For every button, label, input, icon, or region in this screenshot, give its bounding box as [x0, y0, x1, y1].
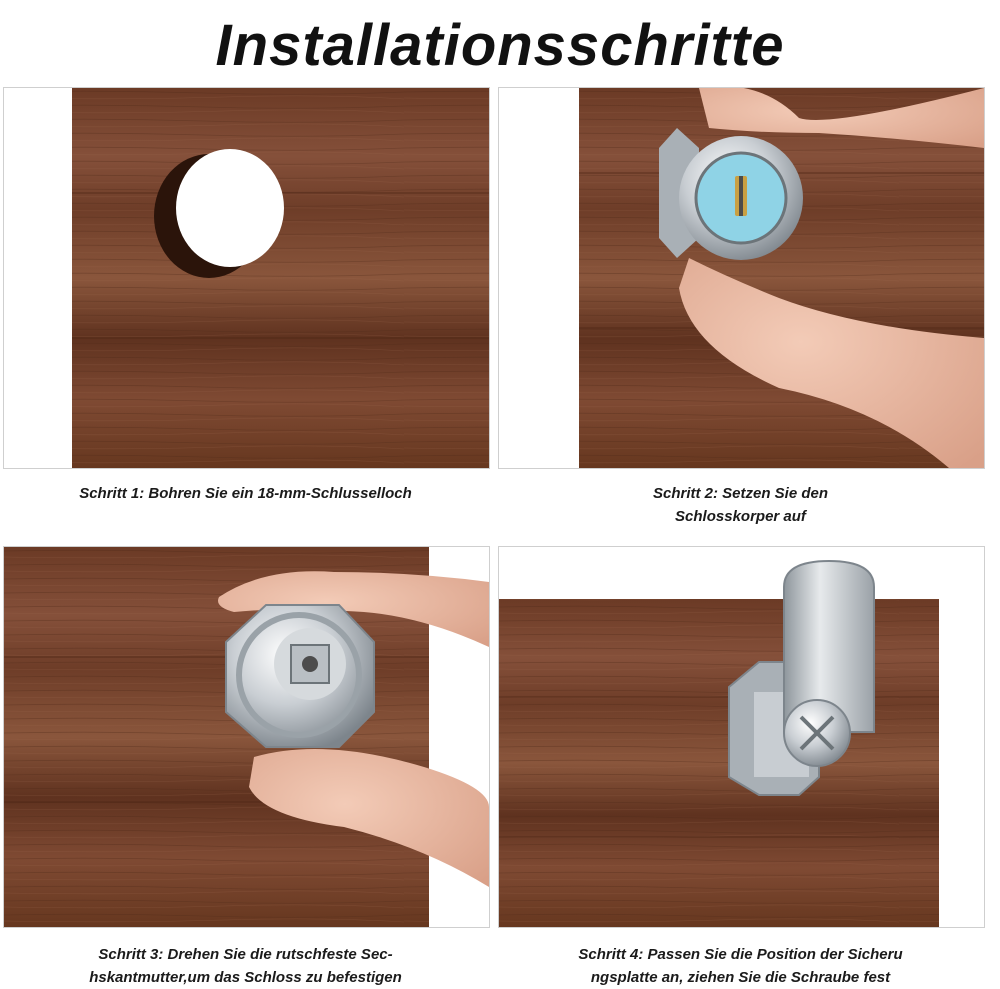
step-3-image [3, 546, 490, 928]
caption-line: Schritt 3: Drehen Sie die rutschfeste Sec- [98, 946, 393, 963]
wood-grain [72, 88, 489, 468]
caption-line: Schritt 2: Setzen Sie den [652, 485, 829, 502]
step-4-caption [498, 943, 983, 989]
step-2-caption [498, 482, 983, 528]
page-title: Installationsschritte [215, 13, 785, 78]
caption-line: ngsplatte an, ziehen Sie die Schraube fest [590, 969, 891, 986]
caption-line: Schritt 1: Bohren Sie ein 18-mm-Schlusselloch [79, 485, 412, 502]
step-2-image [498, 87, 985, 469]
step-1-caption [3, 482, 488, 505]
caption-line: Schlosskorper auf [675, 508, 806, 525]
step-3-caption [3, 943, 488, 989]
caption-line: Schritt 4: Passen Sie die Position der Sicheru [578, 946, 903, 963]
drilled-hole [176, 149, 284, 267]
caption-line: hskantmutter,um das Schloss zu befestigen [89, 969, 402, 986]
step-4-image [498, 546, 985, 928]
step-1-image [3, 87, 490, 469]
